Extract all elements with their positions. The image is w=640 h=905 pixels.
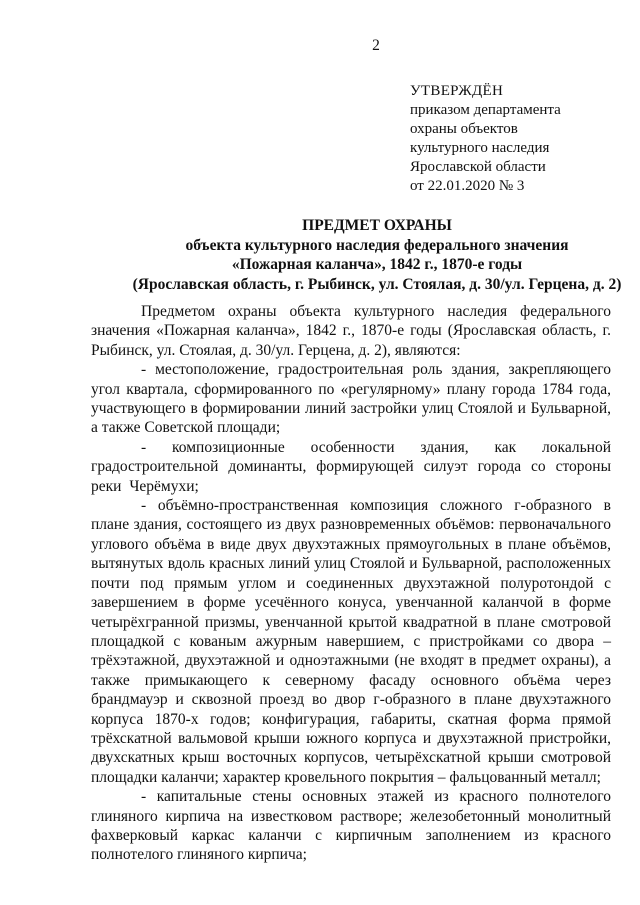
approval-heritage-line: культурного наследия — [410, 140, 550, 156]
page-number: 2 — [372, 37, 380, 54]
intro-paragraph: Предметом охраны объекта культурного наследия федерального значения «Пожарная каланча», 1842 г., 1870-е годы (Ярославская область, г. Рыбинск, ул. Стоялая, д. 30/ул. Герцена, д. 2), являются: — [91, 303, 611, 359]
heading-object-address: (Ярославская область, г. Рыбинск, ул. Стоялая, д. 30/ул. Герцена, д. 2) — [132, 275, 622, 293]
document-body — [91, 302, 611, 865]
approval-department-line: охраны объектов — [410, 121, 518, 137]
item-walls: - капитальные стены основных этажей из красного полнотелого глиняного кирпича на известковом растворе; железобетонный монолитный фахверковый каркас каланчи с кирпичным заполнением из красного полнотелого глиняного кирпича; — [91, 788, 611, 864]
heading-title: ПРЕДМЕТ ОХРАНЫ — [302, 217, 452, 234]
approval-region-line: Ярославской области — [410, 159, 546, 175]
item-volume-composition: - объёмно-пространственная композиция сложного г-образного в плане здания, состоящего из двух разновременных объёмов: первоначального углового объёма в виде двух двухэтажных прямоугольных в плане объёмов, вытянутых вдоль красных линий улиц Стоялой и Бульварной, расположенных почти под прямым углом и соединенных двухэтажной полуротондой с завершением в форме усечённого конуса, увенчанной каланчой в форме четырёхгранной призмы, увенчанной крытой квадратной в плане смотровой площадкой с кованым ажурным навершием, с пристройками со двора – трёхэтажной, двухэтажной и одноэтажными (не входят в предмет охраны), а также примыкающего к северному фасаду основного объёма через брандмауэр и сквозной проезд во двор г-образного в плане двухэтажного корпуса 1870-х годов; конфигурация, габариты, скатная форма прямой трёхскатной вальмовой крыши южного корпуса и двухэтажной пристройки, двухскатных крыш восточных корпусов, четырёхскатной крыши смотровой площадки каланчи; характер кровельного покрытия – фальцованный металл; — [91, 497, 611, 786]
item-location: - местоположение, градостроительная роль здания, закрепляющего угол квартала, сформированного по «регулярному» плану города 1784 года, участвующего в формировании линий застройки улиц Стоялой и Бульварной, а также Советской площади; — [91, 361, 611, 437]
document-heading — [90, 216, 640, 294]
heading-object-type: объекта культурного наследия федерального значения — [185, 236, 569, 254]
heading-object-name: «Пожарная каланча», 1842 г., 1870-е годы — [231, 256, 523, 273]
item-composition: - композиционные особенности здания, как локальной градостроительной доминанты, формирующей силуэт города со стороны реки Черёмухи; — [91, 438, 611, 495]
approval-order-line: приказом департамента — [410, 102, 561, 118]
approval-date-number: от 22.01.2020 № 3 — [410, 178, 525, 194]
approval-status: УТВЕРЖДЁН — [410, 83, 504, 99]
approval-block — [410, 82, 561, 196]
